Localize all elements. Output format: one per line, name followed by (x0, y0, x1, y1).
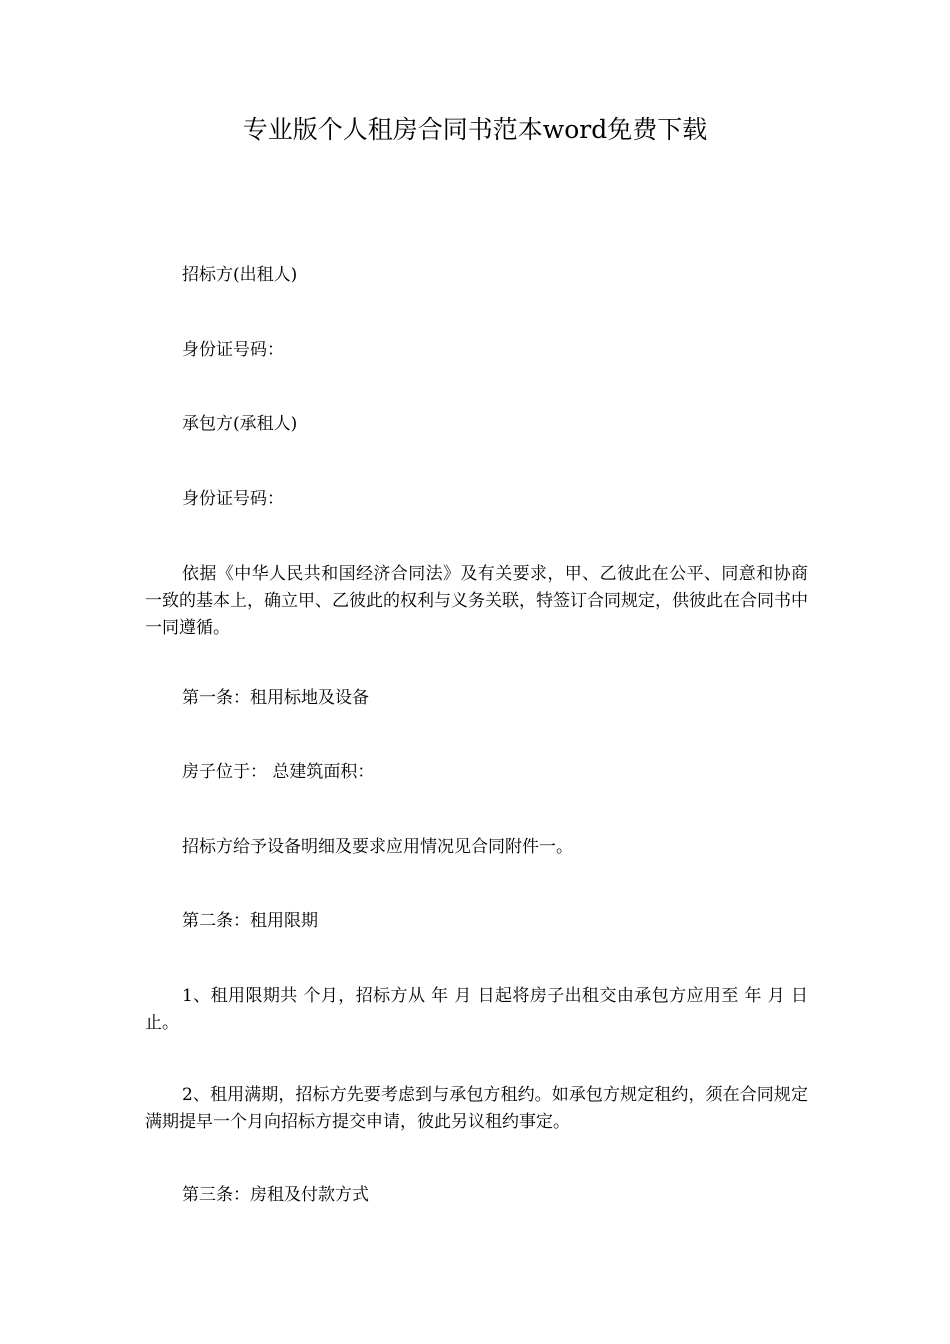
lease-term-clause-2: 2、租用满期，招标方先要考虑到与承包方租约。如承包方规定租约，须在合同规定满期提早一个月向招标方提交申请，彼此另议租约事定。 (145, 1085, 808, 1132)
lessor-label: 招标方(出租人) (182, 265, 298, 285)
lessee-id-label: 身份证号码： (182, 489, 284, 509)
lease-term-clause-1: 1、租用限期共 个月，招标方从 年 月 日起将房子出租交由承包方应用至 年 月 日止。 (145, 986, 808, 1033)
article-3-heading: 第三条：房租及付款方式 (182, 1185, 369, 1205)
document-title: 专业版个人租房合同书范本word免费下载 (242, 115, 708, 144)
lessee-label: 承包方(承租人) (182, 414, 298, 434)
preamble-paragraph: 依据《中华人民共和国经济合同法》及有关要求，甲、乙彼此在公平、同意和协商一致的基本上，确立甲、乙彼此的权利与义务关联，特签订合同规定，供彼此在合同书中一同遵循。 (145, 564, 808, 638)
equipment-paragraph: 招标方给予设备明细及要求应用情况见合同附件一。 (182, 837, 573, 857)
article-2-heading: 第二条：租用限期 (182, 911, 318, 931)
article-1-heading: 第一条：租用标地及设备 (182, 688, 369, 708)
property-location-line: 房子位于： 总建筑面积： (182, 762, 375, 782)
lessor-id-label: 身份证号码： (182, 340, 284, 360)
